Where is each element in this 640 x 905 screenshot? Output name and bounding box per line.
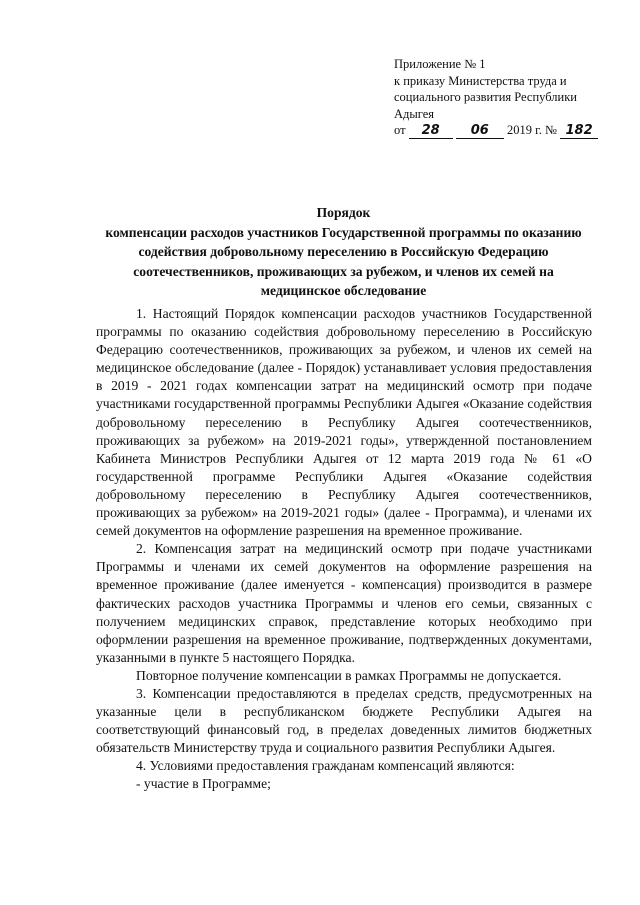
paragraph-3: 3. Компенсации предоставляются в пределах средств, предусмотренных на указанные цели в республиканском бюджете Республики Адыгея на соответствующий финансовый год, в пределах доведенных лимитов бюджетных обязательств Министерству труда и социального развития Республики Адыгея.: [96, 685, 592, 756]
date-month-handwritten: 06: [456, 124, 504, 139]
paragraph-4: 4. Условиями предоставления гражданам компенсаций являются:: [136, 758, 515, 774]
annex-line: к приказу Министерства труда и: [394, 73, 567, 88]
annex-line: Адыгея: [394, 106, 435, 121]
annex-date-line: [394, 122, 594, 139]
document-body: [96, 305, 592, 794]
order-number-handwritten: 182: [560, 124, 598, 139]
date-prefix: от: [394, 123, 406, 137]
document-title: [96, 203, 591, 301]
paragraph-2: 2. Компенсация затрат на медицинский осмотр при подаче участниками Программы и членами их семей документов на оформление разрешения на временное проживание (далее именуется - компенсация) производится в размере фактических расходов участника Программы и членов его семьи, связанных с получением медицинских справок, представление которых необходимо при оформлении разрешения на временное проживание, подтвержденных документами, указанными в пункте 5 настоящего Порядка.: [96, 541, 592, 665]
annex-line: социального развития Республики: [394, 90, 577, 104]
date-year: 2019 г. №: [506, 123, 557, 137]
annex-block: [394, 56, 594, 139]
title-heading: Порядок: [316, 205, 371, 220]
annex-line: Приложение № 1: [394, 57, 486, 71]
date-day-handwritten: 28: [409, 124, 453, 139]
paragraph-1: 1. Настоящий Порядок компенсации расходов участников Государственной программы по оказанию содействия добровольному переселению в Российскую Федерацию соотечественников, проживающих за рубежом, и членов их семей на медицинское обследование (далее - Порядок) устанавливает условия предоставления в 2019 - 2021 годах компенсации затрат на медицинский осмотр при подаче участниками государственной программы Республики Адыгея «Оказание содействия добровольному переселению в Республику Адыгея соотечественников, проживающих за рубежом» на 2019-2021 годы», утвержденной постановлением Кабинета Министров Республики Адыгея от 12 марта 2019 года № 61 «О государственной программе Республики Адыгея «Оказание содействия добровольному переселению в Республику Адыгея соотечественников, проживающих за рубежом» на 2019-2021 годы» (далее - Программа), и членами их семей документов на оформление разрешения на временное проживание.: [96, 306, 592, 539]
title-subheading: компенсации расходов участников Государственной программы по оказанию содействия добровольному переселению в Российскую Федерацию соотечественников, проживающих за рубежом, и членов их семей на медицинское обследование: [105, 224, 582, 298]
list-item: - участие в Программе;: [136, 776, 271, 792]
paragraph-2-note: Повторное получение компенсации в рамках Программы не допускается.: [136, 667, 562, 683]
